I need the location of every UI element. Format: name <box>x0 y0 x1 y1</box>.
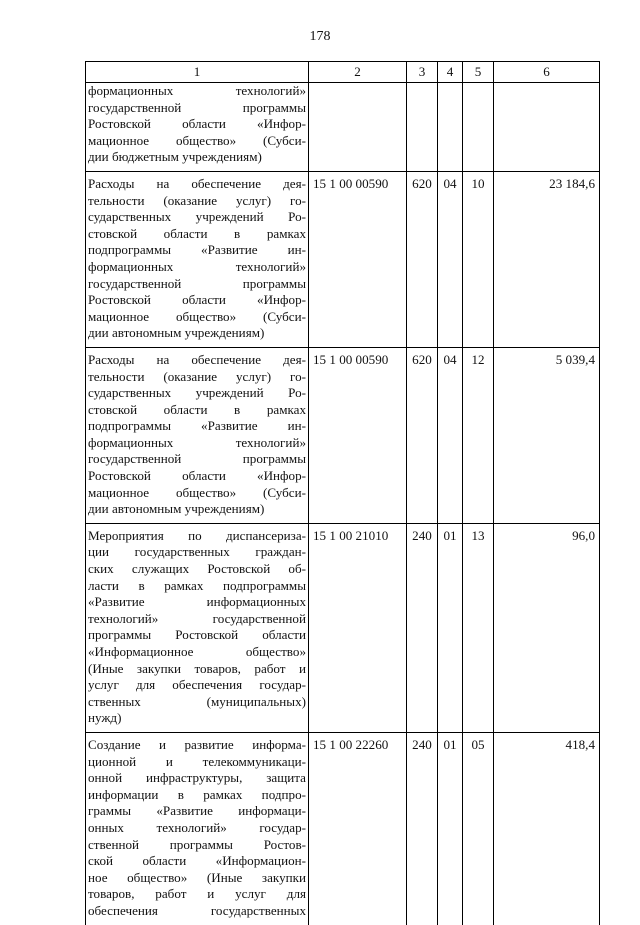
table-row <box>86 347 600 523</box>
description-line: Мероприятия по диспансеризa- <box>88 527 306 543</box>
expense-description <box>86 732 309 924</box>
column-header: 3 <box>407 62 438 83</box>
description-line: ласти в рамках подпрограммы <box>88 577 306 593</box>
description-line: государственной программы <box>88 275 306 291</box>
description-line: государственной программы <box>88 451 306 467</box>
expense-type-code: 240 <box>407 732 438 924</box>
description-line: обеспечения государственных <box>88 902 306 918</box>
expense-description <box>86 347 309 523</box>
description-line: Создание и развитие информа- <box>88 736 306 752</box>
description-line: Ростовской области «Инфор- <box>88 292 306 308</box>
section-code: 04 <box>438 171 463 347</box>
description-line: технологий» государственной <box>88 610 306 626</box>
target-article-code: 15 1 00 21010 <box>309 523 407 732</box>
table-header-row <box>86 62 600 83</box>
table-body <box>86 83 600 925</box>
description-line: подпрограммы «Развитие ин- <box>88 418 306 434</box>
description-line: программы Ростовской области <box>88 627 306 643</box>
subsection-code: 13 <box>463 523 494 732</box>
description-line: сударственных учреждений Ро- <box>88 209 306 225</box>
description-line: мационное общество» (Субси- <box>88 484 306 500</box>
column-header: 4 <box>438 62 463 83</box>
expense-description <box>86 523 309 732</box>
column-header: 2 <box>309 62 407 83</box>
expense-type-code: 620 <box>407 171 438 347</box>
target-article-code: 15 1 00 22260 <box>309 732 407 924</box>
description-line: формационных технологий» <box>88 434 306 450</box>
description-line: ственных (муниципальных) <box>88 693 306 709</box>
table-row <box>86 523 600 732</box>
table-row <box>86 171 600 347</box>
description-line: ции государственных граждан- <box>88 544 306 560</box>
section-code: 01 <box>438 732 463 924</box>
description-line: ственной программы Ростов- <box>88 836 306 852</box>
description-line: «Развитие информационных <box>88 594 306 610</box>
description-line: Ростовской области «Инфор- <box>88 116 306 132</box>
target-article-code <box>309 83 407 172</box>
section-code: 01 <box>438 523 463 732</box>
description-line: стовской области в рамках <box>88 401 306 417</box>
description-line: (Иные закупки товаров, работ и <box>88 660 306 676</box>
table-row <box>86 83 600 172</box>
description-line: онных технологий» государ- <box>88 819 306 835</box>
description-line: услуг для обеспечения государ- <box>88 677 306 693</box>
expense-type-code: 620 <box>407 347 438 523</box>
amount <box>494 83 600 172</box>
column-header: 1 <box>86 62 309 83</box>
target-article-code: 15 1 00 00590 <box>309 171 407 347</box>
subsection-code: 10 <box>463 171 494 347</box>
description-line: подпрограммы «Развитие ин- <box>88 242 306 258</box>
page-number: 178 <box>309 29 331 44</box>
description-line: тельности (оказание услуг) го- <box>88 368 306 384</box>
amount: 96,0 <box>494 523 600 732</box>
description-line: онной инфраструктуры, защита <box>88 770 306 786</box>
section-code <box>438 83 463 172</box>
description-line: сударственных учреждений Ро- <box>88 385 306 401</box>
expense-type-code: 240 <box>407 523 438 732</box>
description-line: товаров, работ и услуг для <box>88 886 306 902</box>
subsection-code <box>463 83 494 172</box>
description-line: государственной программы <box>88 99 306 115</box>
description-line: дии автономным учреждениям) <box>88 501 265 517</box>
description-line: мационное общество» (Субси- <box>88 308 306 324</box>
expense-description <box>86 171 309 347</box>
amount: 418,4 <box>494 732 600 924</box>
amount: 23 184,6 <box>494 171 600 347</box>
description-line: «Информационное общество» <box>88 644 306 659</box>
description-line: граммы «Развитие информаци- <box>88 803 306 819</box>
description-line: информации в рамках подпро- <box>88 786 306 802</box>
description-line: Ростовской области «Инфор- <box>88 468 306 484</box>
description-line: дии бюджетным учреждениям) <box>88 149 262 165</box>
description-line: формационных технологий» <box>88 83 306 98</box>
description-line: формационных технологий» <box>88 258 306 274</box>
expense-type-code <box>407 83 438 172</box>
column-header: 6 <box>494 62 600 83</box>
description-line: ской области «Информацион- <box>88 853 306 869</box>
description-line: ционной и телекоммуникаци- <box>88 753 306 769</box>
description-line: Расходы на обеспечение дея- <box>88 351 306 367</box>
description-line: тельности (оказание услуг) го- <box>88 192 306 208</box>
expense-description <box>86 83 309 172</box>
table-row <box>86 732 600 924</box>
description-line: ное общество» (Иные закупки <box>88 869 306 885</box>
budget-table <box>85 61 600 925</box>
description-line: мационное общество» (Субси- <box>88 132 306 148</box>
description-line: стовской области в рамках <box>88 225 306 241</box>
subsection-code: 05 <box>463 732 494 924</box>
description-line: ских служащих Ростовской об- <box>88 561 306 577</box>
section-code: 04 <box>438 347 463 523</box>
description-line: Расходы на обеспечение дея- <box>88 175 306 191</box>
subsection-code: 12 <box>463 347 494 523</box>
target-article-code: 15 1 00 00590 <box>309 347 407 523</box>
amount: 5 039,4 <box>494 347 600 523</box>
description-line: нужд) <box>88 710 122 726</box>
column-header: 5 <box>463 62 494 83</box>
description-line: дии автономным учреждениям) <box>88 325 265 341</box>
